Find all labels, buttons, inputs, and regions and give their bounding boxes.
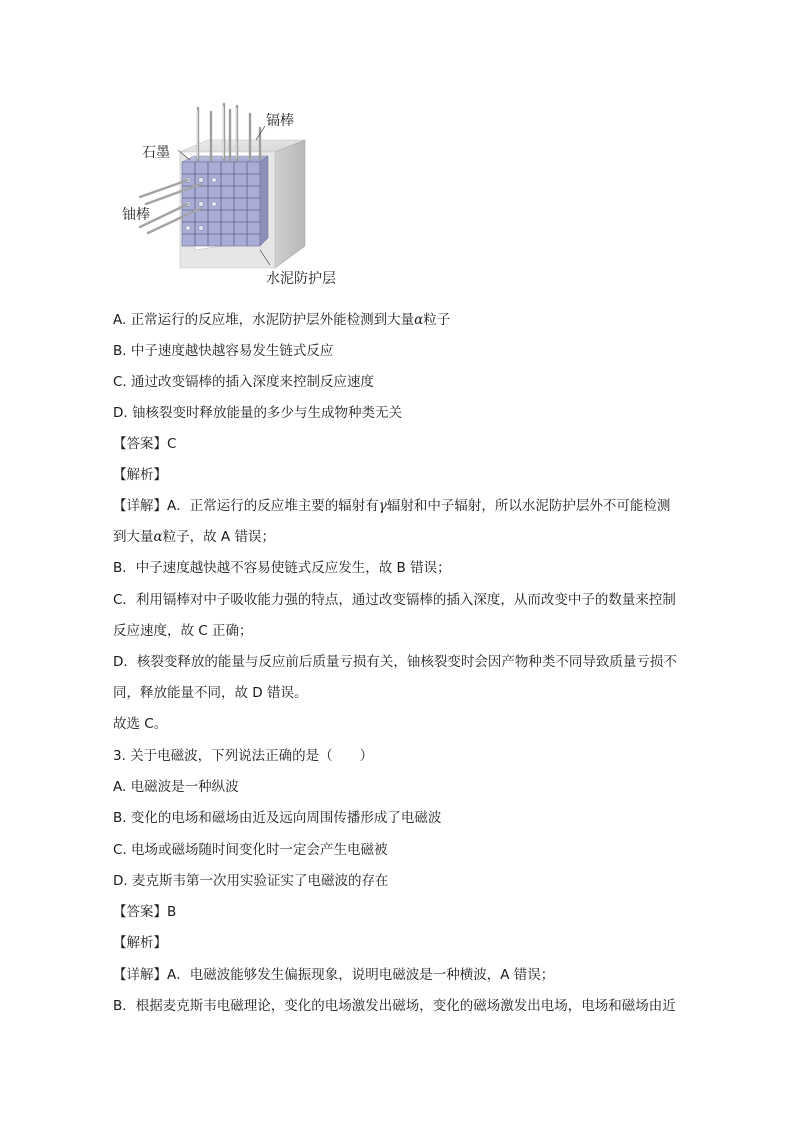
label-cadmium-rod: 镉棒: [266, 113, 294, 129]
gamma-symbol: γ: [378, 498, 387, 514]
q2-answer: 【答案】C: [113, 436, 177, 452]
q2-analysis-title: 【解析】: [113, 467, 167, 483]
q3-option-c: C. 电场或磁场随时间变化时一定会产生电磁被: [113, 842, 388, 858]
alpha-symbol: α: [153, 529, 163, 545]
q2-detail-a2-text: 到大量: [113, 529, 154, 545]
alpha-symbol: α: [414, 312, 424, 328]
q2-option-a: [113, 310, 450, 330]
q2-detail-a1-tail: 辐射和中子辐射，所以水泥防护层外不可能检测: [386, 498, 671, 514]
q3-stem: 3. 关于电磁波，下列说法正确的是（ ）: [113, 748, 374, 764]
q3-detail-a: 【详解】A．电磁波能够发生偏振现象，说明电磁波是一种横波，A 错误；: [113, 967, 555, 983]
q2-option-c: C. 通过改变镉棒的插入深度来控制反应速度: [113, 374, 375, 390]
q2-conclusion: 故选 C。: [113, 716, 168, 732]
q3-detail-b-line1: B．根据麦克斯韦电磁理论，变化的电场激发出磁场，变化的磁场激发出电场，电场和磁场由近: [113, 998, 676, 1014]
q3-option-b: B. 变化的电场和磁场由近及远向周围传播形成了电磁波: [113, 810, 442, 826]
q2-detail-d-line2: 同，释放能量不同，故 D 错误。: [113, 685, 308, 701]
label-concrete-shield: 水泥防护层: [266, 271, 336, 287]
graphite-blocks: [182, 156, 268, 246]
q2-detail-a2-tail: 粒子，故 A 错误；: [162, 529, 275, 545]
q2-option-b: B. 中子速度越快越容易发生链式反应: [113, 343, 334, 359]
q3-answer: 【答案】B: [113, 904, 177, 920]
q2-option-a-tail: 粒子: [423, 312, 451, 328]
q3-option-a: A. 电磁波是一种纵波: [113, 779, 239, 795]
q2-detail-b: B．中子速度越快越不容易使链式反应发生，故 B 错误；: [113, 560, 451, 576]
label-uranium-rod: 铀棒: [122, 207, 150, 223]
q2-detail-a-line2: [113, 527, 275, 547]
q2-option-a-text: A. 正常运行的反应堆，水泥防护层外能检测到大量: [113, 312, 415, 328]
q2-detail-d-line1: D．核裂变释放的能量与反应前后质量亏损有关，铀核裂变时会因产物种类不同导致质量亏损不: [113, 654, 677, 670]
q3-analysis-title: 【解析】: [113, 935, 167, 951]
reactor-illustration: [110, 100, 370, 295]
reactor-diagram: [110, 100, 370, 295]
label-graphite: 石墨: [142, 145, 170, 161]
q2-detail-a1-text: 【详解】A．正常运行的反应堆主要的辐射有: [113, 498, 379, 514]
q3-option-d: D. 麦克斯韦第一次用实验证实了电磁波的存在: [113, 873, 389, 889]
q2-detail-c-line2: 反应速度，故 C 正确；: [113, 623, 253, 639]
q2-detail-c-line1: C．利用镉棒对中子吸收能力强的特点，通过改变镉棒的插入深度，从而改变中子的数量来控制: [113, 592, 676, 608]
q2-option-d: D. 铀核裂变时释放能量的多少与生成物种类无关: [113, 405, 402, 421]
q2-detail-a-line1: [113, 496, 670, 516]
